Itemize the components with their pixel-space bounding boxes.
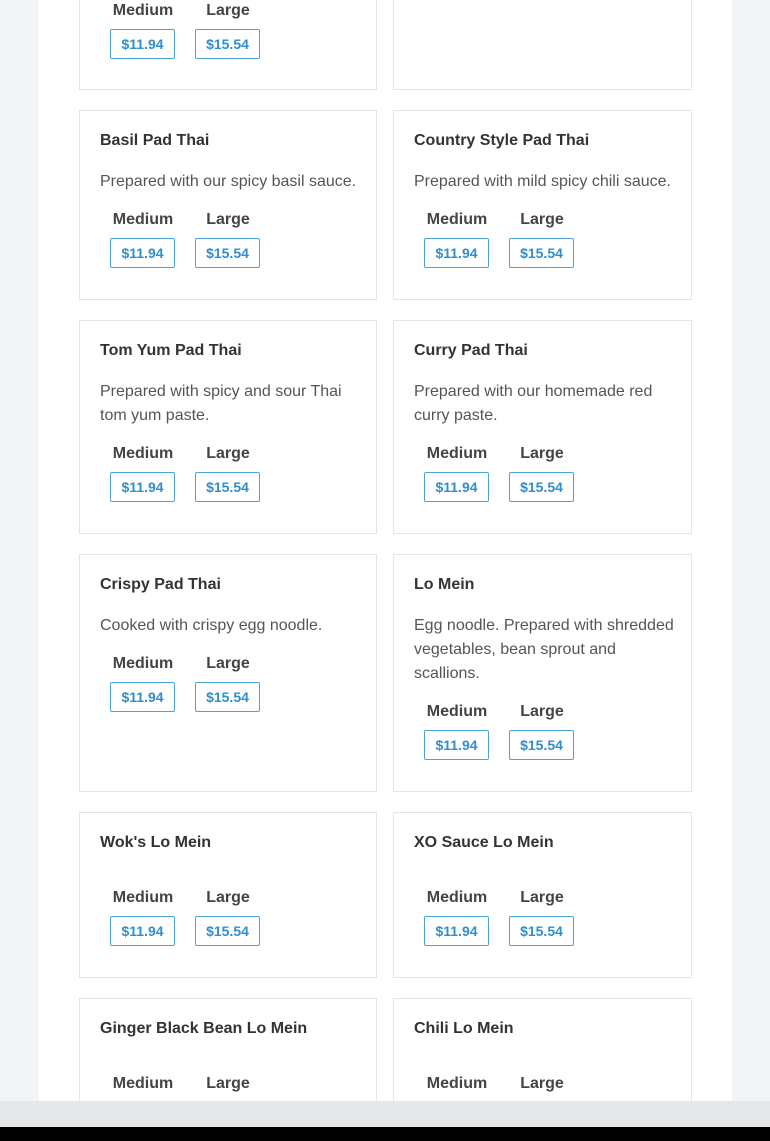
size-label-large: Large xyxy=(520,1075,564,1092)
size-label-large: Large xyxy=(520,703,564,720)
medium-price-button[interactable]: $11.94 xyxy=(110,29,175,59)
large-price-button[interactable]: $15.54 xyxy=(195,682,260,712)
size-label-large: Large xyxy=(206,1075,250,1092)
size-large xyxy=(195,1,261,59)
size-label-medium: Medium xyxy=(426,445,488,462)
medium-price-button[interactable]: $11.94 xyxy=(424,916,489,946)
size-medium xyxy=(110,444,176,502)
size-label-medium: Medium xyxy=(112,655,174,672)
item-name: Chili Lo Mein xyxy=(414,1020,514,1037)
size-medium xyxy=(110,1,176,59)
large-price-button[interactable]: $15.54 xyxy=(195,238,260,268)
item-description: Cooked with crispy egg noodle. xyxy=(100,617,323,634)
size-large xyxy=(509,1074,575,1101)
menu-item-card xyxy=(393,998,692,1101)
item-description: Prepared with our spicy basil sauce. xyxy=(100,173,357,190)
size-large xyxy=(509,444,575,502)
large-price-button[interactable]: $15.54 xyxy=(509,238,574,268)
menu-item-card xyxy=(79,998,377,1101)
size-large xyxy=(195,654,261,712)
size-label-medium: Medium xyxy=(112,2,174,19)
menu-item-card xyxy=(393,812,692,978)
size-large xyxy=(195,888,261,946)
size-label-medium: Medium xyxy=(426,211,488,228)
size-label-medium: Medium xyxy=(112,211,174,228)
menu-item-card xyxy=(393,0,692,90)
size-label-medium: Medium xyxy=(426,1075,488,1092)
menu-item-card xyxy=(393,554,692,792)
item-name: Country Style Pad Thai xyxy=(414,132,590,149)
menu-item-card xyxy=(393,320,692,534)
menu-item-card xyxy=(79,812,377,978)
item-description: Prepared with mild spicy chili sauce. xyxy=(414,173,671,190)
size-large xyxy=(509,888,575,946)
medium-price-button[interactable]: $11.94 xyxy=(424,730,489,760)
size-label-large: Large xyxy=(520,211,564,228)
size-label-medium: Medium xyxy=(426,703,488,720)
size-large xyxy=(509,702,575,760)
menu-item-card xyxy=(393,110,692,300)
item-name: Curry Pad Thai xyxy=(414,342,528,359)
large-price-button[interactable]: $15.54 xyxy=(195,29,260,59)
menu-item-card xyxy=(79,110,377,300)
size-large xyxy=(195,210,261,268)
medium-price-button[interactable]: $11.94 xyxy=(424,472,489,502)
menu-item-card xyxy=(79,0,377,90)
size-label-large: Large xyxy=(206,211,250,228)
size-label-large: Large xyxy=(206,655,250,672)
size-large xyxy=(195,444,261,502)
medium-price-button[interactable]: $11.94 xyxy=(110,472,175,502)
size-medium xyxy=(110,210,176,268)
large-price-button[interactable]: $15.54 xyxy=(195,472,260,502)
menu-panel xyxy=(39,0,732,1101)
size-medium xyxy=(424,702,490,760)
item-name: Tom Yum Pad Thai xyxy=(100,342,242,359)
item-description: Egg noodle. Prepared with shredded vegetables, bean sprout and scallions. xyxy=(414,617,674,682)
medium-price-button[interactable]: $11.94 xyxy=(110,682,175,712)
bottom-bar xyxy=(0,1127,770,1141)
size-medium xyxy=(110,654,176,712)
menu-item-card xyxy=(79,554,377,792)
menu-item-card xyxy=(79,320,377,534)
size-large xyxy=(509,210,575,268)
large-price-button[interactable]: $15.54 xyxy=(195,916,260,946)
medium-price-button[interactable]: $11.94 xyxy=(110,916,175,946)
size-label-large: Large xyxy=(206,445,250,462)
item-name: Wok's Lo Mein xyxy=(100,834,212,851)
size-label-large: Large xyxy=(206,2,250,19)
large-price-button[interactable]: $15.54 xyxy=(509,472,574,502)
size-medium xyxy=(110,888,176,946)
size-label-medium: Medium xyxy=(112,889,174,906)
size-medium xyxy=(424,210,490,268)
size-medium xyxy=(424,444,490,502)
size-medium xyxy=(424,888,490,946)
size-label-medium: Medium xyxy=(112,445,174,462)
size-label-large: Large xyxy=(520,445,564,462)
size-label-large: Large xyxy=(520,889,564,906)
size-medium xyxy=(110,1074,176,1101)
large-price-button[interactable]: $15.54 xyxy=(509,916,574,946)
item-name: XO Sauce Lo Mein xyxy=(414,834,554,851)
bottom-overlay-strip xyxy=(0,1101,770,1127)
item-name: Ginger Black Bean Lo Mein xyxy=(100,1020,308,1037)
medium-price-button[interactable]: $11.94 xyxy=(110,238,175,268)
size-medium xyxy=(424,1074,490,1101)
item-name: Lo Mein xyxy=(414,576,475,593)
item-description: Prepared with spicy and sour Thai tom yum paste. xyxy=(100,383,342,424)
size-label-medium: Medium xyxy=(112,1075,174,1092)
item-name: Basil Pad Thai xyxy=(100,132,210,149)
medium-price-button[interactable]: $11.94 xyxy=(424,238,489,268)
size-label-medium: Medium xyxy=(426,889,488,906)
item-description: Prepared with our homemade red curry paste. xyxy=(414,383,653,424)
size-large xyxy=(195,1074,261,1101)
large-price-button[interactable]: $15.54 xyxy=(509,730,574,760)
size-label-large: Large xyxy=(206,889,250,906)
item-name: Crispy Pad Thai xyxy=(100,576,221,593)
